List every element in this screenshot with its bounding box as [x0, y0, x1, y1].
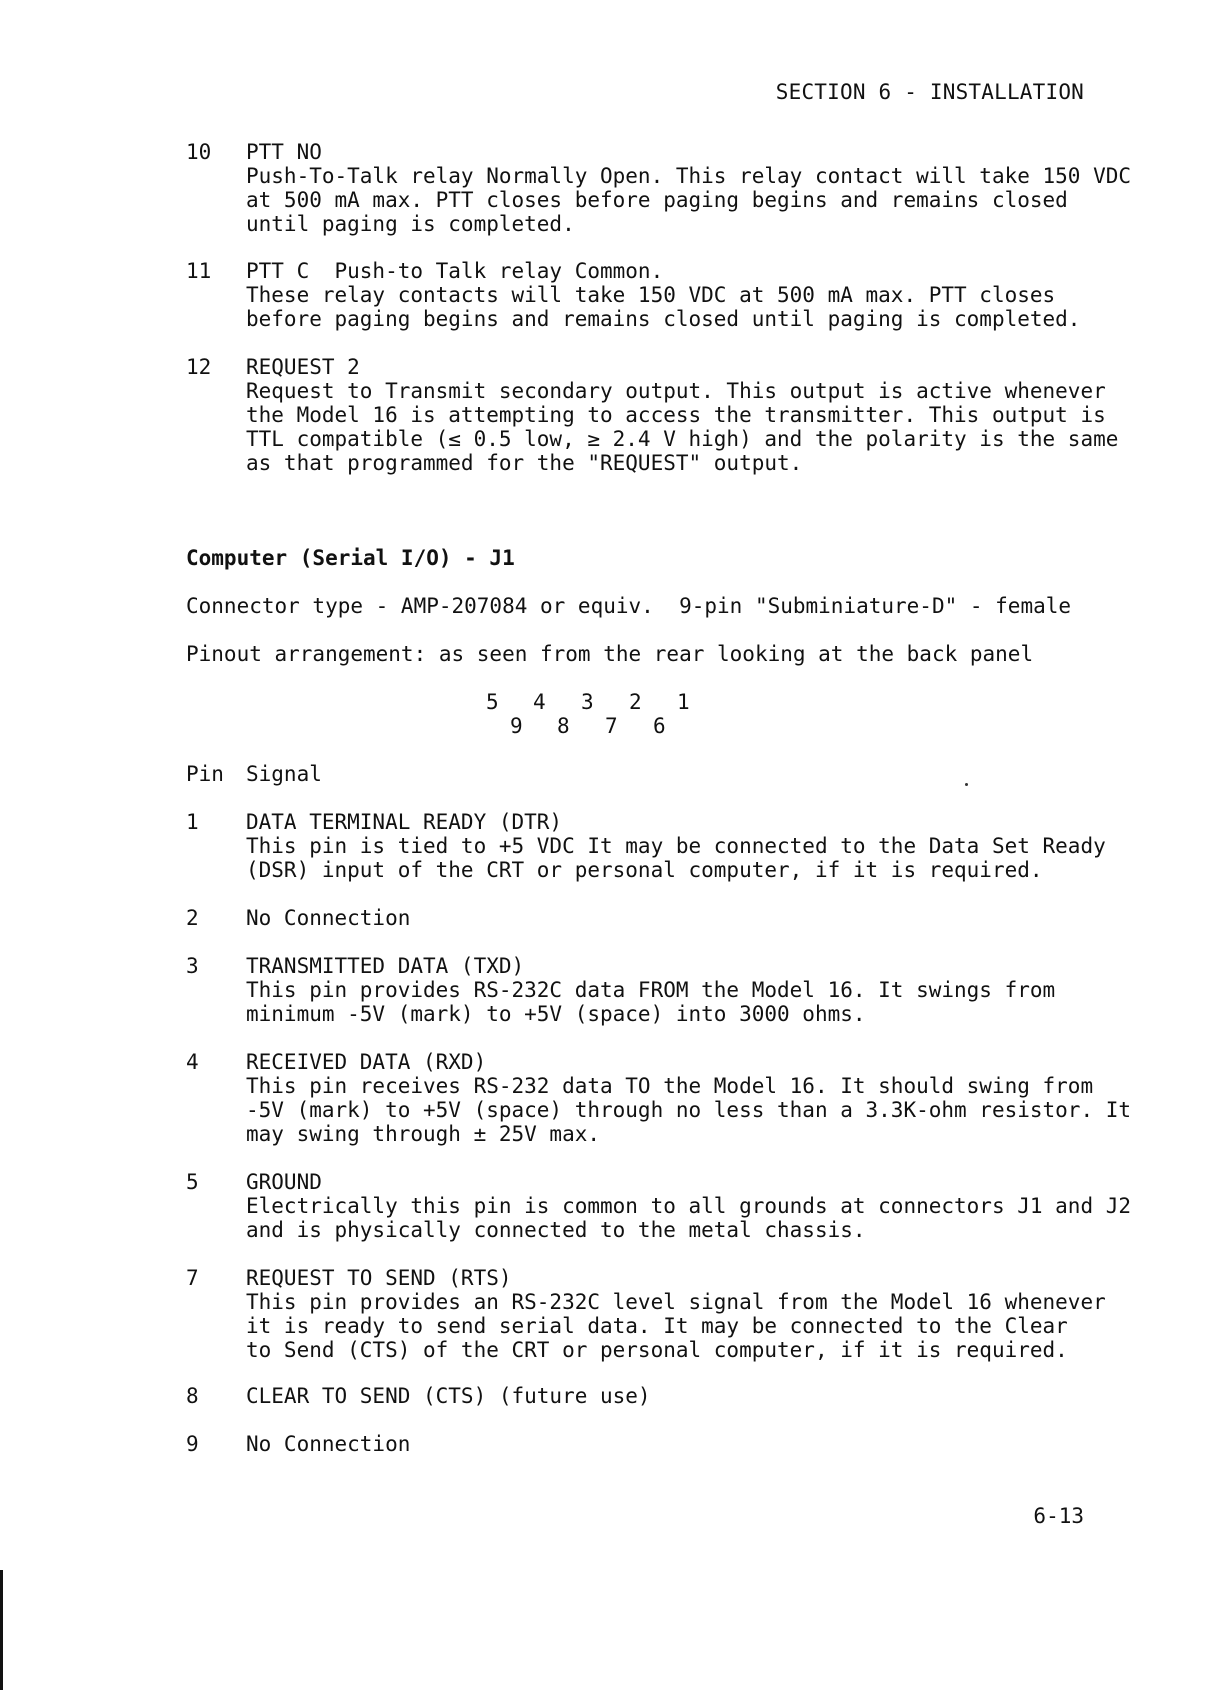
pin-description: RECEIVED DATA (RXD) This pin receives RS-232 data TO the Model 16. It should swing from -5V (mark) to +5V (space) through no less than a 3.3K-ohm resistor. It may swing through ± 25V max.: [246, 1050, 1132, 1146]
pinout-arrangement-text: Pinout arrangement: as seen from the rear looking at the back panel: [186, 642, 1034, 666]
pin-description: GROUND Electrically this pin is common to all grounds at connectors J1 and J2 and is physically connected to the metal chassis.: [246, 1170, 1132, 1242]
pin-description: REQUEST TO SEND (RTS) This pin provides an RS-232C level signal from the Model 16 whenever it is ready to send serial data. It may be connected to the Clear to Send (CTS) of the CRT or personal computer, if it is required.: [246, 1266, 1106, 1362]
pin-label: 7: [605, 714, 618, 738]
entry-text: PTT NO Push-To-Talk relay Normally Open. This relay contact will take 150 VDC at 500 mA max. PTT closes before paging begins and remains closed until paging is completed.: [246, 140, 1132, 236]
pin-label: 6: [653, 714, 666, 738]
pin-entry-3: [186, 954, 1086, 1026]
pin-label: 4: [533, 690, 546, 714]
page-number: 6-13: [1033, 1504, 1084, 1528]
pin-number: 2: [186, 906, 199, 930]
entry-number: 10: [186, 140, 212, 164]
section-header: SECTION 6 - INSTALLATION: [775, 80, 1084, 104]
pin-entry-4: [186, 1050, 1132, 1146]
scan-edge-mark: [0, 1570, 3, 1690]
pin-description: No Connection: [246, 1432, 411, 1456]
pin-entry-1: [186, 810, 1106, 882]
pin-label: 5: [486, 690, 499, 714]
pin-number: 1: [186, 810, 199, 834]
pin-entry-9: [186, 1432, 1086, 1456]
pin-number: 4: [186, 1050, 199, 1074]
pin-label: 1: [677, 690, 690, 714]
pin-label: 2: [629, 690, 642, 714]
pin-entry-2: [186, 906, 1086, 930]
pin-description: No Connection: [246, 906, 411, 930]
pin-label: 8: [557, 714, 570, 738]
pin-table-header: [186, 762, 322, 786]
pin-description: TRANSMITTED DATA (TXD) This pin provides RS-232C data FROM the Model 16. It swings from minimum -5V (mark) to +5V (space) into 3000 ohms.: [246, 954, 1056, 1026]
entry-12: [186, 355, 1119, 475]
section-title-computer: Computer (Serial I/O) - J1: [186, 546, 515, 570]
pin-number: 7: [186, 1266, 199, 1290]
entry-text: REQUEST 2 Request to Transmit secondary output. This output is active whenever the Model 16 is attempting to access the transmitter. This output is TTL compatible (≤ 0.5 low, ≥ 2.4 V high) and the polarity is the same as that programmed for the "REQUEST" output.: [246, 355, 1119, 475]
pin-entry-8: [186, 1384, 1086, 1408]
pin-number: 3: [186, 954, 199, 978]
connector-type-text: Connector type - AMP-207084 or equiv. 9-pin "Subminiature-D" - female: [186, 594, 1072, 618]
column-header-signal: Signal: [246, 762, 322, 786]
pin-label: 9: [510, 714, 523, 738]
entry-text: PTT C Push-to Talk relay Common. These relay contacts will take 150 VDC at 500 mA max. PTT closes before paging begins and remains closed until paging is completed.: [246, 259, 1081, 331]
pin-entry-5: [186, 1170, 1132, 1242]
pin-number: 5: [186, 1170, 199, 1194]
pin-description: CLEAR TO SEND (CTS) (future use): [246, 1384, 651, 1408]
pin-number: 8: [186, 1384, 199, 1408]
pin-number: 9: [186, 1432, 199, 1456]
entry-number: 11: [186, 259, 212, 283]
pin-description: DATA TERMINAL READY (DTR) This pin is tied to +5 VDC It may be connected to the Data Set Ready (DSR) input of the CRT or personal computer, if it is required.: [246, 810, 1106, 882]
column-header-pin: Pin: [186, 762, 224, 786]
entry-10: [186, 140, 1132, 236]
pin-label: 3: [581, 690, 594, 714]
entry-number: 12: [186, 355, 212, 379]
entry-11: [186, 259, 1086, 331]
scan-speck: [965, 783, 968, 786]
pin-entry-7: [186, 1266, 1106, 1362]
